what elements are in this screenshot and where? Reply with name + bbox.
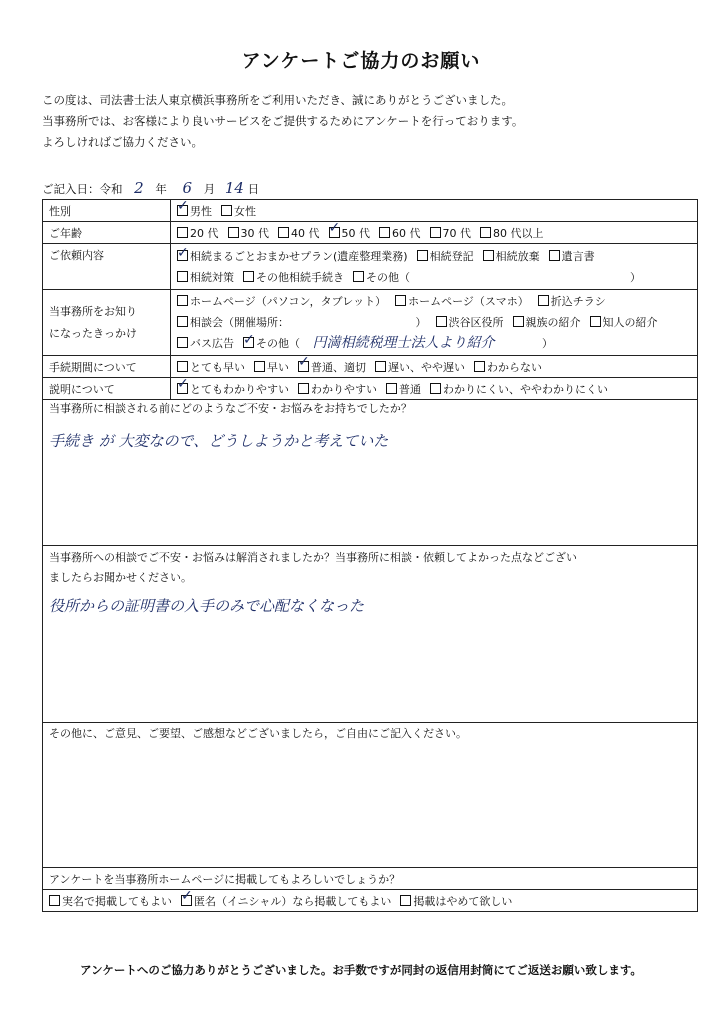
source-options-line3 bbox=[177, 333, 691, 354]
option-2[interactable] bbox=[386, 381, 421, 397]
checkbox[interactable] bbox=[480, 227, 491, 238]
option-2[interactable] bbox=[353, 267, 641, 288]
gender-label: 性別 bbox=[43, 200, 171, 222]
explanation-options bbox=[171, 378, 698, 400]
option-label: 60 代 bbox=[392, 226, 421, 240]
checkbox[interactable] bbox=[590, 316, 601, 327]
q2-question-line2: ましたらお聞かせください。 bbox=[49, 571, 192, 584]
option-4[interactable] bbox=[474, 359, 542, 375]
q2-answer-area[interactable] bbox=[43, 587, 697, 717]
q3-answer-area[interactable] bbox=[43, 745, 697, 867]
publish-question: アンケートを当事務所ホームページに掲載してもよろしいでしょうか？ bbox=[43, 868, 698, 890]
checkbox[interactable] bbox=[228, 227, 239, 238]
gender-options bbox=[171, 200, 698, 222]
option-label: 渋谷区役所 bbox=[448, 316, 504, 329]
option-6[interactable] bbox=[480, 225, 544, 241]
checkbox[interactable] bbox=[436, 316, 447, 327]
checkbox[interactable] bbox=[278, 227, 289, 238]
request-label: ご依頼内容 bbox=[43, 244, 171, 290]
option-label: その他（ bbox=[256, 337, 300, 350]
q2-answer: 役所からの証明書の入手のみで心配なくなった bbox=[49, 597, 365, 615]
survey-form bbox=[42, 199, 698, 912]
checkbox[interactable] bbox=[430, 227, 441, 238]
date-day-unit: 日 bbox=[247, 182, 260, 196]
option-2[interactable] bbox=[538, 291, 606, 312]
option-0[interactable] bbox=[177, 246, 408, 267]
option-4[interactable] bbox=[379, 225, 421, 241]
option-2[interactable] bbox=[400, 893, 512, 909]
option-label: ホームページ（パソコン，タブレット） bbox=[190, 295, 387, 308]
q1-question: 当事務所に相談される前にどのようなご不安・お悩みをお持ちでしたか？ bbox=[49, 402, 412, 415]
option-label: 相続対策 bbox=[190, 270, 234, 284]
checkbox-checked[interactable] bbox=[177, 250, 188, 261]
option-3[interactable] bbox=[590, 312, 658, 333]
entry-date bbox=[42, 179, 259, 197]
option-1[interactable] bbox=[181, 893, 391, 909]
option-label: 20 代 bbox=[190, 226, 219, 240]
intro-line: この度は、司法書士法人東京横浜事務所をご利用いただき、誠にありがとうございました。 bbox=[42, 93, 514, 107]
option-label: 折込チラシ bbox=[550, 295, 606, 308]
option-label: その他（ ） bbox=[366, 270, 641, 284]
period-label: 手続期間について bbox=[43, 356, 171, 378]
option-1[interactable] bbox=[298, 381, 377, 397]
option-0[interactable] bbox=[177, 203, 212, 219]
option-1[interactable] bbox=[243, 333, 300, 354]
q1-section bbox=[43, 400, 698, 546]
date-month[interactable]: 6 bbox=[182, 179, 193, 197]
option-label: とてもわかりやすい bbox=[190, 382, 289, 396]
checkbox[interactable] bbox=[474, 361, 485, 372]
request-options-line1 bbox=[177, 246, 691, 267]
source-label bbox=[43, 290, 171, 356]
checkbox-checked[interactable] bbox=[177, 205, 188, 216]
option-label: 実名で掲載してもよい bbox=[62, 894, 172, 908]
checkbox-checked[interactable] bbox=[329, 227, 340, 238]
option-1[interactable] bbox=[221, 203, 256, 219]
option-0[interactable] bbox=[177, 291, 386, 312]
date-day[interactable]: 14 bbox=[224, 179, 244, 197]
checkbox-checked[interactable] bbox=[177, 383, 188, 394]
date-year[interactable]: 2 bbox=[134, 179, 144, 197]
option-2[interactable] bbox=[278, 225, 320, 241]
q2-section bbox=[43, 546, 698, 723]
checkbox[interactable] bbox=[379, 227, 390, 238]
checkbox-checked[interactable] bbox=[181, 895, 192, 906]
checkbox[interactable] bbox=[538, 295, 549, 306]
checkbox[interactable] bbox=[513, 316, 524, 327]
explanation-label: 説明について bbox=[43, 378, 171, 400]
option-1[interactable] bbox=[436, 312, 504, 333]
q3-question: その他に、ご意見、ご要望、ご感想などございましたら，ご自由にご記入ください。 bbox=[49, 727, 467, 740]
checkbox[interactable] bbox=[177, 271, 188, 282]
source-options-line1 bbox=[177, 291, 691, 312]
option-0[interactable] bbox=[177, 225, 219, 241]
checkbox[interactable] bbox=[177, 227, 188, 238]
option-label: 匿名（イニシャル）なら掲載してもよい bbox=[194, 894, 392, 908]
option-label: わかりにくい、ややわかりにくい bbox=[443, 382, 608, 396]
request-options-line2 bbox=[177, 267, 691, 288]
option-2[interactable] bbox=[513, 312, 581, 333]
option-1[interactable] bbox=[395, 291, 529, 312]
checkbox[interactable] bbox=[177, 361, 188, 372]
option-0[interactable] bbox=[177, 267, 234, 288]
option-label: 親族の紹介 bbox=[525, 316, 581, 329]
checkbox[interactable] bbox=[49, 895, 60, 906]
option-label: 70 代 bbox=[442, 226, 471, 240]
option-2[interactable] bbox=[298, 359, 366, 375]
intro-line: よろしければご協力ください。 bbox=[42, 135, 203, 149]
option-2[interactable] bbox=[483, 246, 540, 267]
option-5[interactable] bbox=[430, 225, 472, 241]
option-label: バス広告 bbox=[190, 337, 234, 350]
source-close-paren: ） bbox=[542, 337, 553, 350]
option-3[interactable] bbox=[329, 225, 371, 241]
checkbox[interactable] bbox=[417, 250, 428, 261]
checkbox[interactable] bbox=[254, 361, 265, 372]
q1-answer: 手続き が 大変なので、どうしようかと考えていた bbox=[49, 432, 389, 450]
checkbox[interactable] bbox=[430, 383, 441, 394]
option-1[interactable] bbox=[243, 267, 344, 288]
checkbox[interactable] bbox=[177, 295, 188, 306]
option-0[interactable] bbox=[177, 312, 427, 333]
option-label: 相続登記 bbox=[429, 249, 474, 263]
option-label: その他相続手続き bbox=[256, 270, 344, 284]
checkbox[interactable] bbox=[386, 383, 397, 394]
option-label: わかりやすい bbox=[311, 382, 377, 396]
option-label: 早い bbox=[267, 360, 289, 374]
checkbox-checked[interactable] bbox=[243, 337, 254, 348]
source-other-handwritten[interactable]: 円満相続税理士法人より紹介 bbox=[312, 335, 495, 351]
option-0[interactable] bbox=[177, 333, 234, 354]
option-label: 遅い、やや遅い bbox=[388, 360, 465, 374]
publish-options bbox=[43, 890, 698, 912]
age-label: ご年齢 bbox=[43, 222, 171, 244]
option-label: わからない bbox=[487, 360, 542, 374]
checkbox[interactable] bbox=[400, 895, 411, 906]
checkbox[interactable] bbox=[375, 361, 386, 372]
option-label: 相続放棄 bbox=[495, 249, 540, 263]
page-title: アンケートご協力のお願い bbox=[241, 50, 481, 72]
source-line3-checks bbox=[177, 337, 309, 350]
option-0[interactable] bbox=[177, 359, 245, 375]
checkbox[interactable] bbox=[353, 271, 364, 282]
age-options bbox=[171, 222, 698, 244]
option-label: 80 代以上 bbox=[493, 226, 544, 240]
footer-message: アンケートへのご協力ありがとうございました。お手数ですが同封の返信用封筒にてご返送お願い致します。 bbox=[80, 963, 642, 977]
date-label: ご記入日：令和 bbox=[42, 182, 123, 196]
period-options bbox=[171, 356, 698, 378]
checkbox[interactable] bbox=[298, 383, 309, 394]
option-label: 遺言書 bbox=[561, 249, 595, 263]
option-label: 相談会（開催場所： ） bbox=[190, 316, 427, 329]
option-label: 男性 bbox=[190, 204, 212, 218]
option-label: 40 代 bbox=[291, 226, 320, 240]
option-label: 知人の紹介 bbox=[602, 316, 658, 329]
option-1[interactable] bbox=[254, 359, 289, 375]
option-label: 普通 bbox=[399, 382, 421, 396]
option-0[interactable] bbox=[177, 381, 289, 397]
option-label: 相続まるごとおまかせプラン(遺産整理業務) bbox=[190, 249, 408, 263]
option-3[interactable] bbox=[430, 381, 608, 397]
q2-question-line1: 当事務所への相談でご不安・お悩みは解消されましたか？当事務所に相談・依頼してよかった点などござい bbox=[49, 551, 577, 564]
date-month-unit: 月 bbox=[203, 182, 216, 196]
option-0[interactable] bbox=[49, 893, 172, 909]
checkbox[interactable] bbox=[221, 205, 232, 216]
date-year-unit: 年 bbox=[155, 182, 167, 196]
option-label: ホームページ（スマホ） bbox=[408, 295, 529, 308]
option-3[interactable] bbox=[375, 359, 465, 375]
checkbox[interactable] bbox=[243, 271, 254, 282]
option-label: とても早い bbox=[190, 360, 245, 374]
option-3[interactable] bbox=[549, 246, 595, 267]
checkbox-checked[interactable] bbox=[298, 361, 309, 372]
option-1[interactable] bbox=[228, 225, 270, 241]
checkbox[interactable] bbox=[177, 337, 188, 348]
source-label-line1: 当事務所をお知り bbox=[49, 304, 137, 318]
option-1[interactable] bbox=[417, 246, 474, 267]
checkbox[interactable] bbox=[483, 250, 494, 261]
option-label: 普通、適切 bbox=[311, 360, 366, 374]
option-label: 女性 bbox=[234, 204, 256, 218]
q3-section bbox=[43, 723, 698, 868]
option-label: 30 代 bbox=[240, 226, 269, 240]
option-label: 掲載はやめて欲しい bbox=[413, 894, 513, 908]
checkbox[interactable] bbox=[177, 316, 188, 327]
intro-line: 当事務所では、お客様により良いサービスをご提供するためにアンケートを行っております。 bbox=[42, 114, 524, 128]
option-label: 50 代 bbox=[341, 226, 370, 240]
checkbox[interactable] bbox=[395, 295, 406, 306]
source-label-line2: になったきっかけ bbox=[49, 326, 137, 340]
q1-answer-area[interactable] bbox=[43, 418, 697, 545]
checkbox[interactable] bbox=[549, 250, 560, 261]
